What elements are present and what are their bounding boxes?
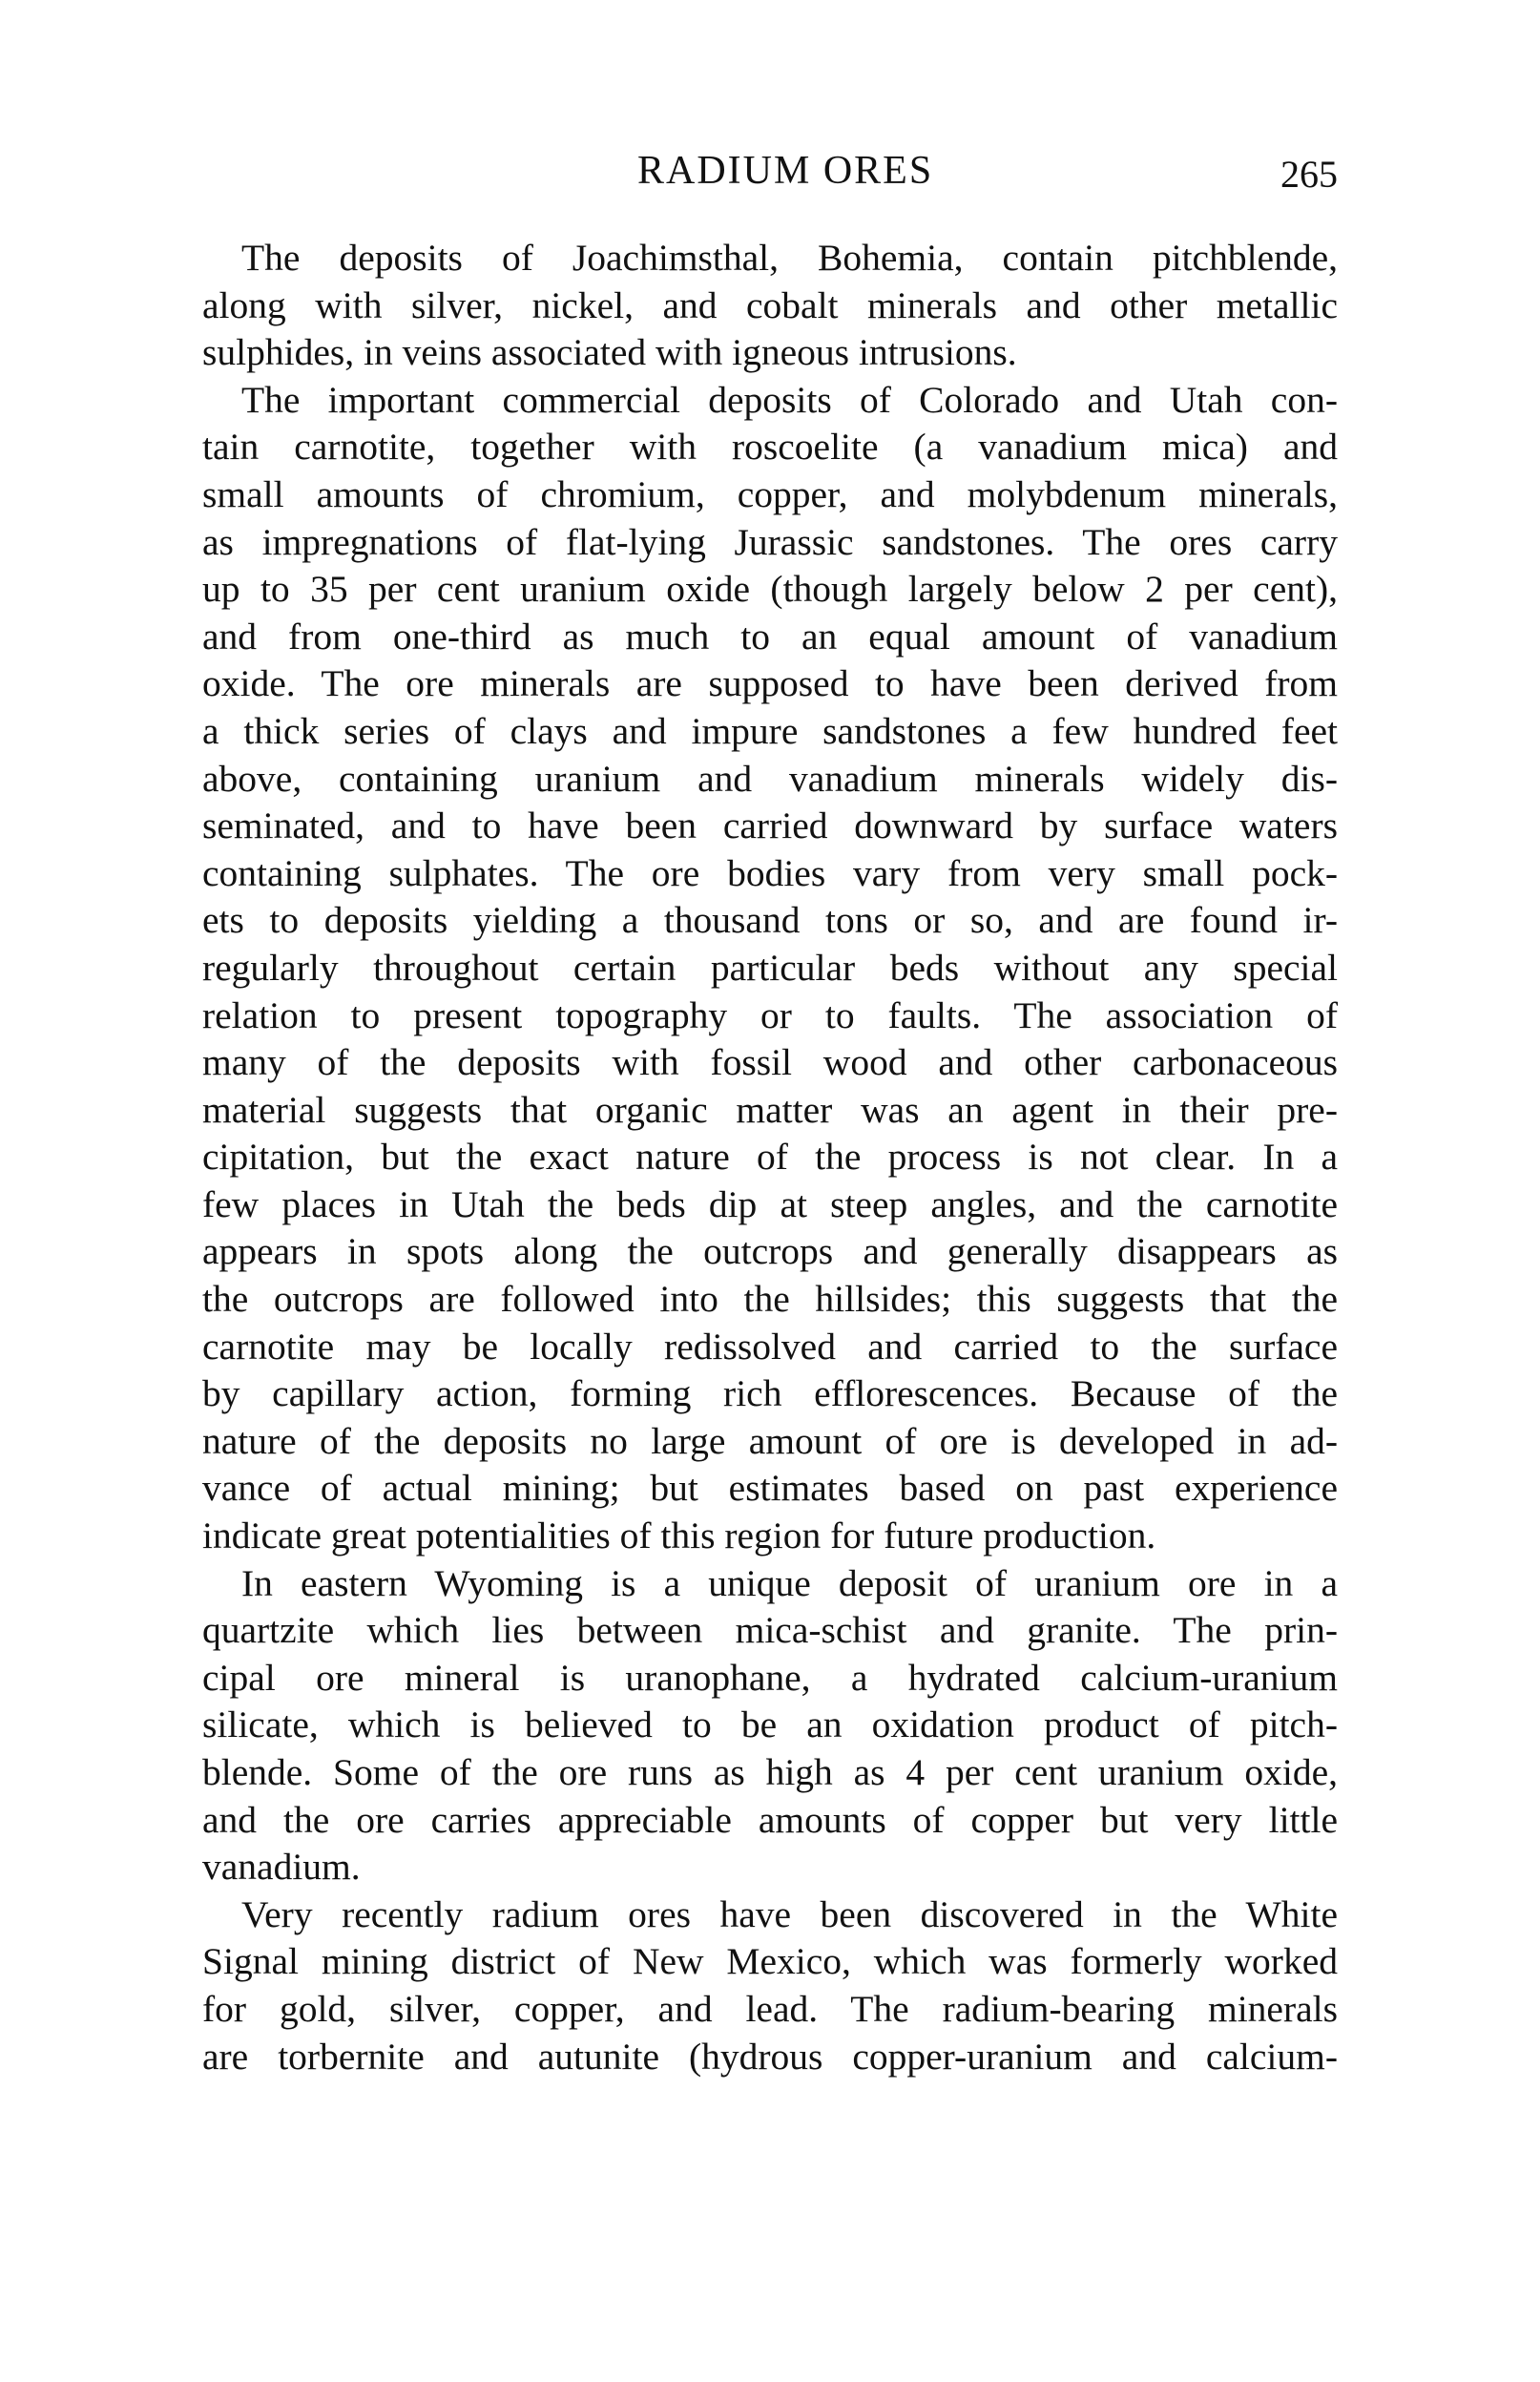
text-line: vance of actual mining; but estimates based on past experience <box>202 1467 1338 1510</box>
running-title: RADIUM ORES <box>637 149 934 193</box>
text-line: cipal ore mineral is uranophane, a hydrated calcium-uranium <box>202 1656 1338 1699</box>
text-line: along with silver, nickel, and cobalt minerals and other metallic <box>202 283 1338 326</box>
text-line: appears in spots along the outcrops and generally disappears as <box>202 1230 1338 1273</box>
text-line: seminated, and to have been carried downward by surface waters <box>202 804 1338 847</box>
text-line: by capillary action, forming rich efflorescences. Because of the <box>202 1372 1338 1415</box>
text-line: The important commercial deposits of Colorado and Utah con- <box>241 378 1338 421</box>
text-line: relation to present topography or to faults. The association of <box>202 993 1338 1036</box>
page-number: 265 <box>1280 153 1338 196</box>
text-line: and from one-third as much to an equal amount of vanadium <box>202 615 1338 658</box>
text-line: Signal mining district of New Mexico, which was formerly worked <box>202 1940 1338 1983</box>
text-line: up to 35 per cent uranium oxide (though largely below 2 per cent), <box>202 568 1338 611</box>
text-line: sulphides, in veins associated with igneous intrusions. <box>202 331 1017 374</box>
text-line: and the ore carries appreciable amounts of copper but very little <box>202 1798 1338 1841</box>
paragraph-colorado-utah <box>202 377 1338 1560</box>
text-line: the outcrops are followed into the hillsides; this suggests that the <box>202 1278 1338 1321</box>
text-line: above, containing uranium and vanadium minerals widely dis- <box>202 757 1338 800</box>
text-line: In eastern Wyoming is a unique deposit of uranium ore in a <box>241 1561 1338 1604</box>
text-line: nature of the deposits no large amount of ore is developed in ad- <box>202 1419 1338 1462</box>
text-line: The deposits of Joachimsthal, Bohemia, contain pitchblende, <box>241 237 1338 279</box>
text-line: as impregnations of flat-lying Jurassic sandstones. The ores carry <box>202 520 1338 563</box>
text-line: material suggests that organic matter was an agent in their pre- <box>202 1088 1338 1131</box>
text-line: tain carnotite, together with roscoelite (a vanadium mica) and <box>202 426 1338 469</box>
paragraph-joachimsthal <box>202 235 1338 377</box>
text-line: carnotite may be locally redissolved and carried to the surface <box>202 1325 1338 1368</box>
text-line: few places in Utah the beds dip at steep angles, and the carnotite <box>202 1182 1338 1225</box>
text-line: for gold, silver, copper, and lead. The radium-bearing minerals <box>202 1987 1338 2030</box>
running-head <box>202 147 1338 195</box>
text-line: are torbernite and autunite (hydrous copper-uranium and calcium- <box>202 2035 1338 2078</box>
body-text <box>202 235 1338 2080</box>
text-line: containing sulphates. The ore bodies vary from very small pock- <box>202 851 1338 894</box>
text-line: ets to deposits yielding a thousand tons or so, and are found ir- <box>202 899 1338 942</box>
paragraph-new-mexico <box>202 1891 1338 2080</box>
paragraph-wyoming <box>202 1560 1338 1891</box>
text-line: a thick series of clays and impure sandstones a few hundred feet <box>202 709 1338 752</box>
text-line: silicate, which is believed to be an oxidation product of pitch- <box>202 1703 1338 1746</box>
text-line: indicate great potentialities of this region for future production. <box>202 1515 1156 1557</box>
text-line: small amounts of chromium, copper, and molybdenum minerals, <box>202 472 1338 515</box>
text-line: quartzite which lies between mica-schist and granite. The prin- <box>202 1609 1338 1652</box>
text-line: blende. Some of the ore runs as high as 4 per cent uranium oxide, <box>202 1751 1338 1793</box>
text-line: oxide. The ore minerals are supposed to have been derived from <box>202 662 1338 705</box>
text-line: Very recently radium ores have been discovered in the White <box>241 1892 1338 1935</box>
text-line: vanadium. <box>202 1846 361 1889</box>
text-line: many of the deposits with fossil wood and other carbonaceous <box>202 1041 1338 1084</box>
text-line: regularly throughout certain particular beds without any special <box>202 946 1338 989</box>
text-line: cipitation, but the exact nature of the process is not clear. In a <box>202 1136 1338 1179</box>
